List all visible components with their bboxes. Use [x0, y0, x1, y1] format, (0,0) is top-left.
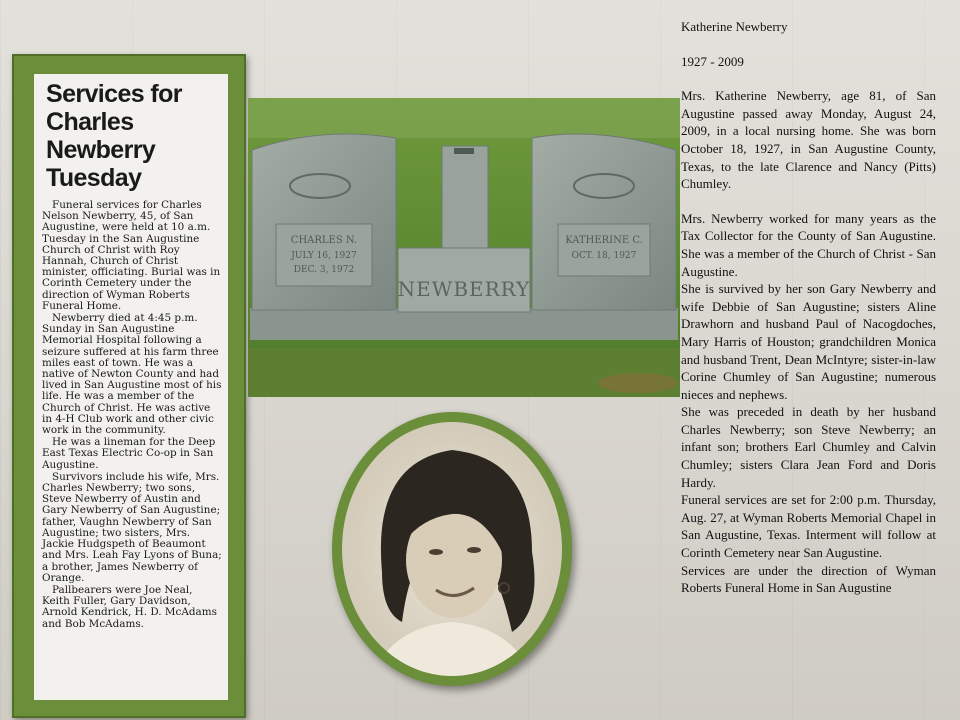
obituary-years: 1927 - 2009	[681, 53, 744, 69]
headstone-right-name: KATHERINE C.	[565, 235, 643, 246]
clipping-body	[34, 200, 228, 630]
clipping-headline-line: Tuesday	[46, 164, 142, 192]
newspaper-clipping-frame	[12, 54, 246, 718]
headstone-left-died: DEC. 3, 1972	[293, 265, 355, 275]
clipping-paragraph: Survivors include his wife, Mrs. Charles Newberry; two sons, Steve Newberry of Austin and Gary Newberry of San Augustine; father, Vaughn Newberry of San Augustine; two sisters, Mrs. Jackie Hudgspeth of Beaumont and Mrs. Leah Fay Lyons of Buna; a brother, James Newberry of Orange.	[42, 470, 222, 584]
headstone-photo	[248, 98, 680, 397]
obituary-paragraph: Mrs. Newberry worked for many years as the Tax Collector for the County of San Augustine. She was a member of the Church of Christ - San Augustine.	[681, 210, 936, 279]
vase-icon	[442, 146, 488, 258]
obituary-paragraph: She was preceded in death by her husband Charles Newberry; son Steve Newberry; an infant son; brothers Earl Chumley and Calvin Chumley; sisters Clara Jean Ford and Doris Hardy.	[681, 404, 936, 490]
portrait-frame	[332, 412, 572, 686]
obituary-paragraph: Mrs. Katherine Newberry, age 81, of San Augustine passed away Monday, August 24, 2009, in a local nursing home. She was born October 18, 1927, in San Augustine County, Texas, to the late Clarence and Nancy (Pitts) Chumley.	[681, 88, 936, 192]
obituary-paragraph: She is survived by her son Gary Newberry and wife Debbie of San Augustine; sisters Aline Drawhorn and husband Paul of Nacogdoches, Mary Harris of Houston; grandchildren Monica and husband Trent, Dean McIntyre; sister-in-law Corine Chumley of San Augustine; numerous nieces and nephews.	[681, 281, 936, 402]
headstone-base	[250, 308, 678, 340]
clipping-paragraph: Funeral services for Charles Nelson Newberry, 45, of San Augustine, were held at 10 a.m. Tuesday in the San Augustine Church of Christ with Roy Hannah, Church of Christ minister, officiating. Burial was in Corinth Cemetery under the direction of Wyman Roberts Funeral Home.	[42, 199, 221, 312]
headstone-surname: NEWBERRY	[397, 277, 531, 301]
clipping-headline-line: Charles Newberry	[46, 108, 156, 164]
clipping-paragraph: Newberry died at 4:45 p.m. Sunday in San Augustine Memorial Hospital following a seizure suffered at his farm three miles east of town. He was a native of Newton County and had lived in San Augustine most of his life. He was a member of the Church of Christ. He was active in 4-H Club work and other civic work in the community.	[42, 312, 222, 437]
clipping-headline	[46, 80, 222, 192]
headstone-left-born: JULY 16, 1927	[291, 251, 357, 261]
clipping-headline-line: Services for	[46, 80, 182, 108]
headstone-right-tablet	[532, 134, 676, 310]
obituary-paragraph: Services are under the direction of Wyman Roberts Funeral Home in San Augustine	[681, 562, 936, 596]
clipping-paragraph: Pallbearers were Joe Neal, Keith Fuller, Gary Davidson, Arnold Kendrick, H. D. McAdams and Bob McAdams.	[42, 583, 217, 630]
obituary-name: Katherine Newberry	[681, 19, 788, 34]
headstone-left-name: CHARLES N.	[290, 235, 358, 246]
headstone-right-born: OCT. 18, 1927	[571, 251, 637, 261]
newspaper-clipping	[34, 74, 228, 700]
clipping-paragraph: He was a lineman for the Deep East Texas Electric Co-op in San Augustine.	[42, 436, 216, 471]
obituary-paragraph: Funeral services are set for 2:00 p.m. Thursday, Aug. 27, at Wyman Roberts Memorial Chapel in San Augustine, Texas. Interment will follow at Corinth Cemetery near San Augustine.	[681, 492, 936, 561]
obituary-text	[681, 18, 936, 597]
portrait-photo	[342, 422, 562, 676]
